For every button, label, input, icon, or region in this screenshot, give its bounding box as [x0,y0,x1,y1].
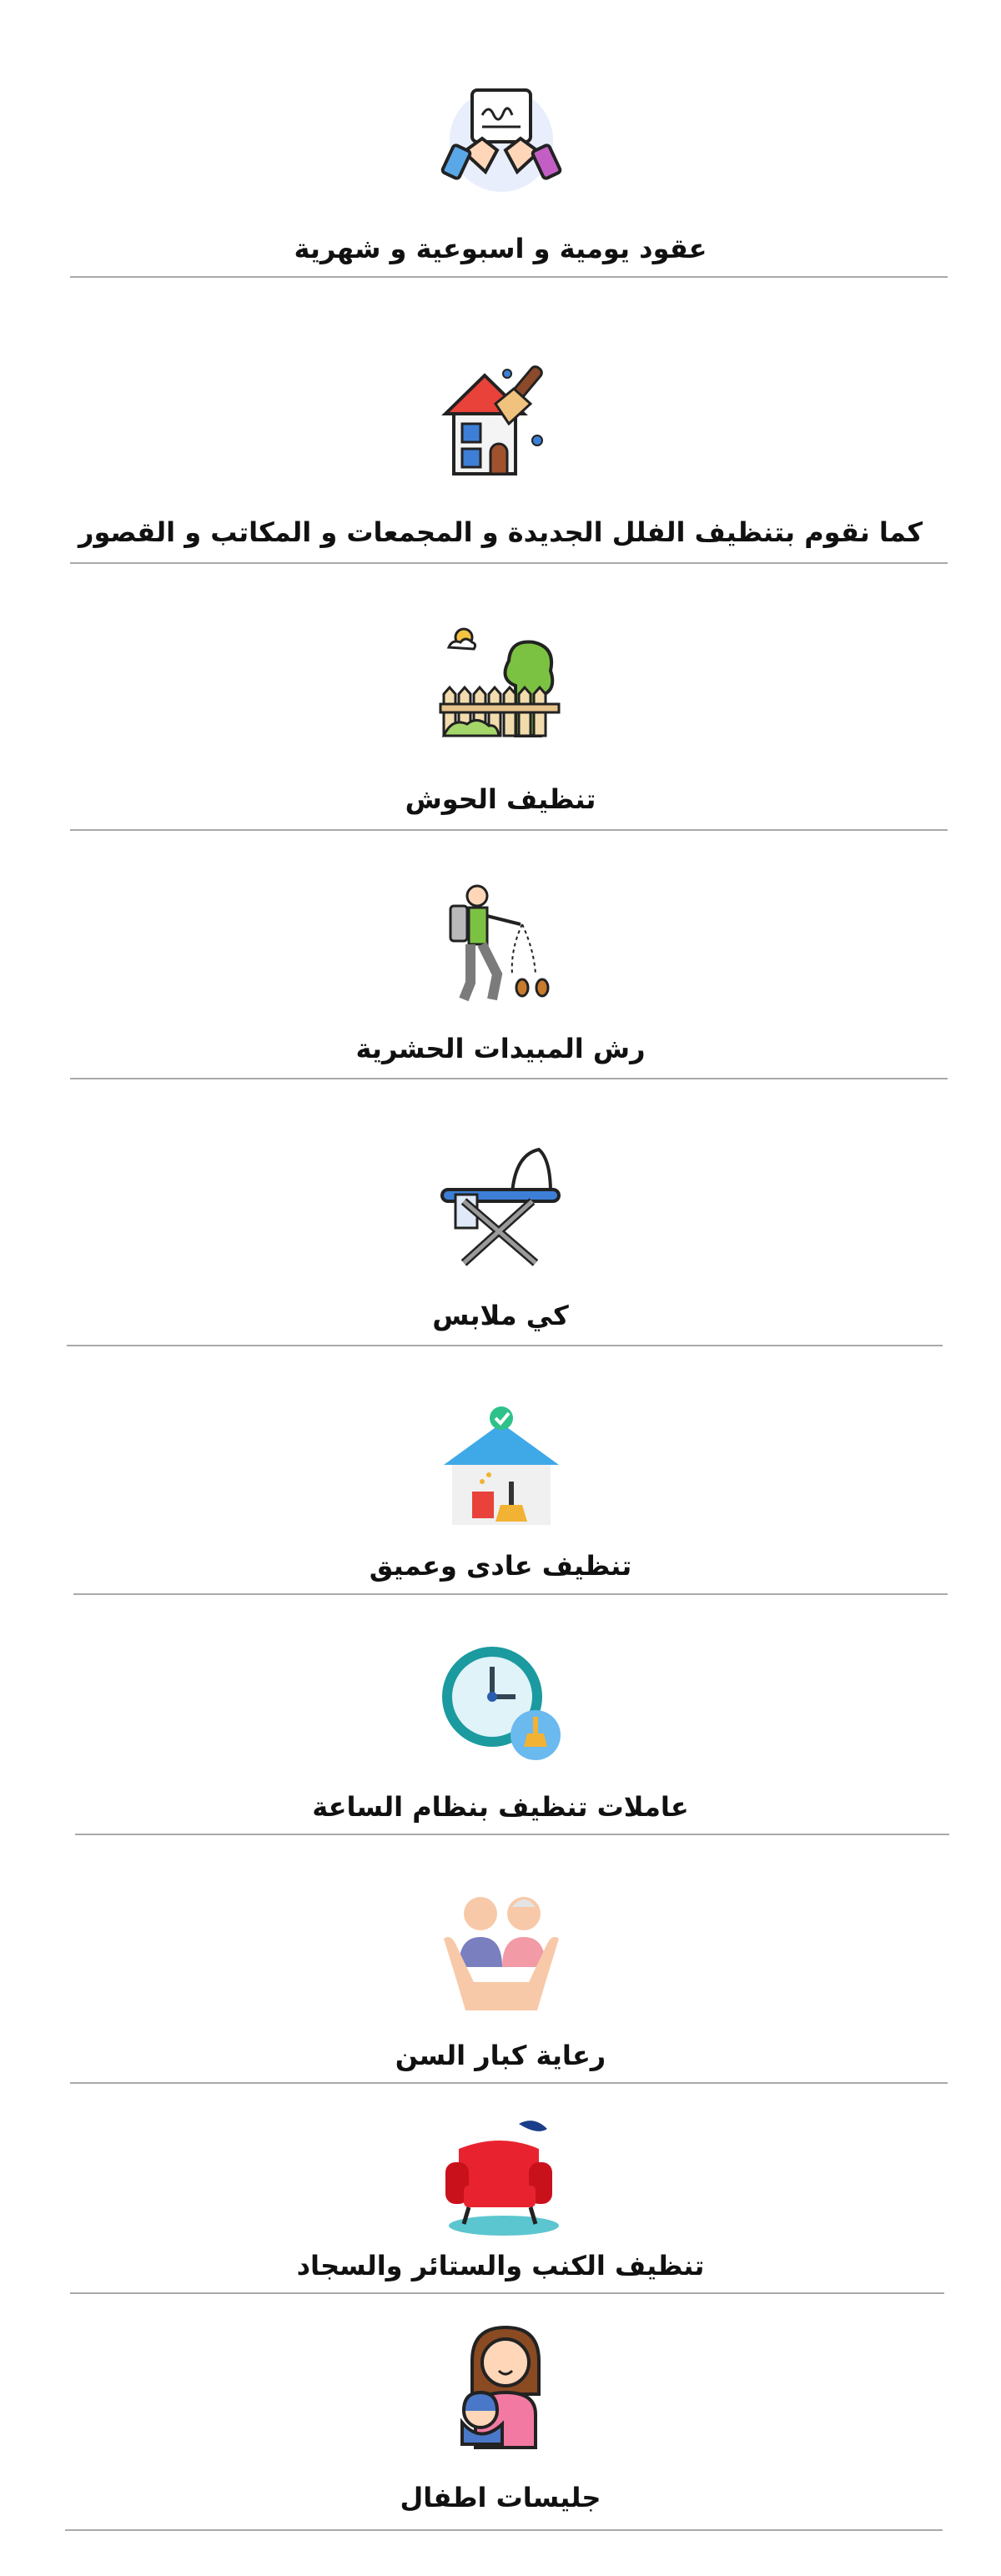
service-label: عاملات تنظيف بنظام الساعة [312,1791,689,1823]
divider [70,276,948,278]
divider [73,1593,948,1595]
divider [70,562,948,564]
service-label: جليسات اطفال [400,2482,601,2513]
sofa-cleaning-icon [439,2116,564,2241]
service-label: عقود يومية و اسبوعية و شهرية [294,233,707,264]
clock-cleaning-icon [439,1642,564,1767]
babysitter-icon [439,2324,564,2449]
service-label: رعاية كبار السن [395,2040,606,2071]
divider [70,2082,948,2084]
handshake-contract-icon [439,75,564,200]
divider [65,2529,943,2531]
divider [67,1345,943,1346]
elderly-care-icon [439,1887,564,2012]
divider [75,1834,949,1835]
ironing-board-icon [439,1143,564,1268]
divider [70,2292,944,2294]
service-label: تنظيف عادى وعميق [369,1550,632,1582]
divider [70,829,948,831]
service-label: تنظيف الكنب والستائر والسجاد [296,2250,705,2282]
garden-fence-icon [439,619,564,744]
service-label: رش المبيدات الحشرية [355,1033,646,1064]
pest-spraying-icon [439,883,564,1008]
service-label: تنظيف الحوش [405,783,596,815]
house-cleaning-icon [439,357,564,482]
divider [70,1078,948,1079]
service-label: كي ملابس [432,1300,569,1331]
service-label: كما نقوم بتنظيف الفلل الجديدة و المجمعات و المكاتب و القصور [78,516,923,548]
home-cleaning-check-icon [439,1401,564,1527]
